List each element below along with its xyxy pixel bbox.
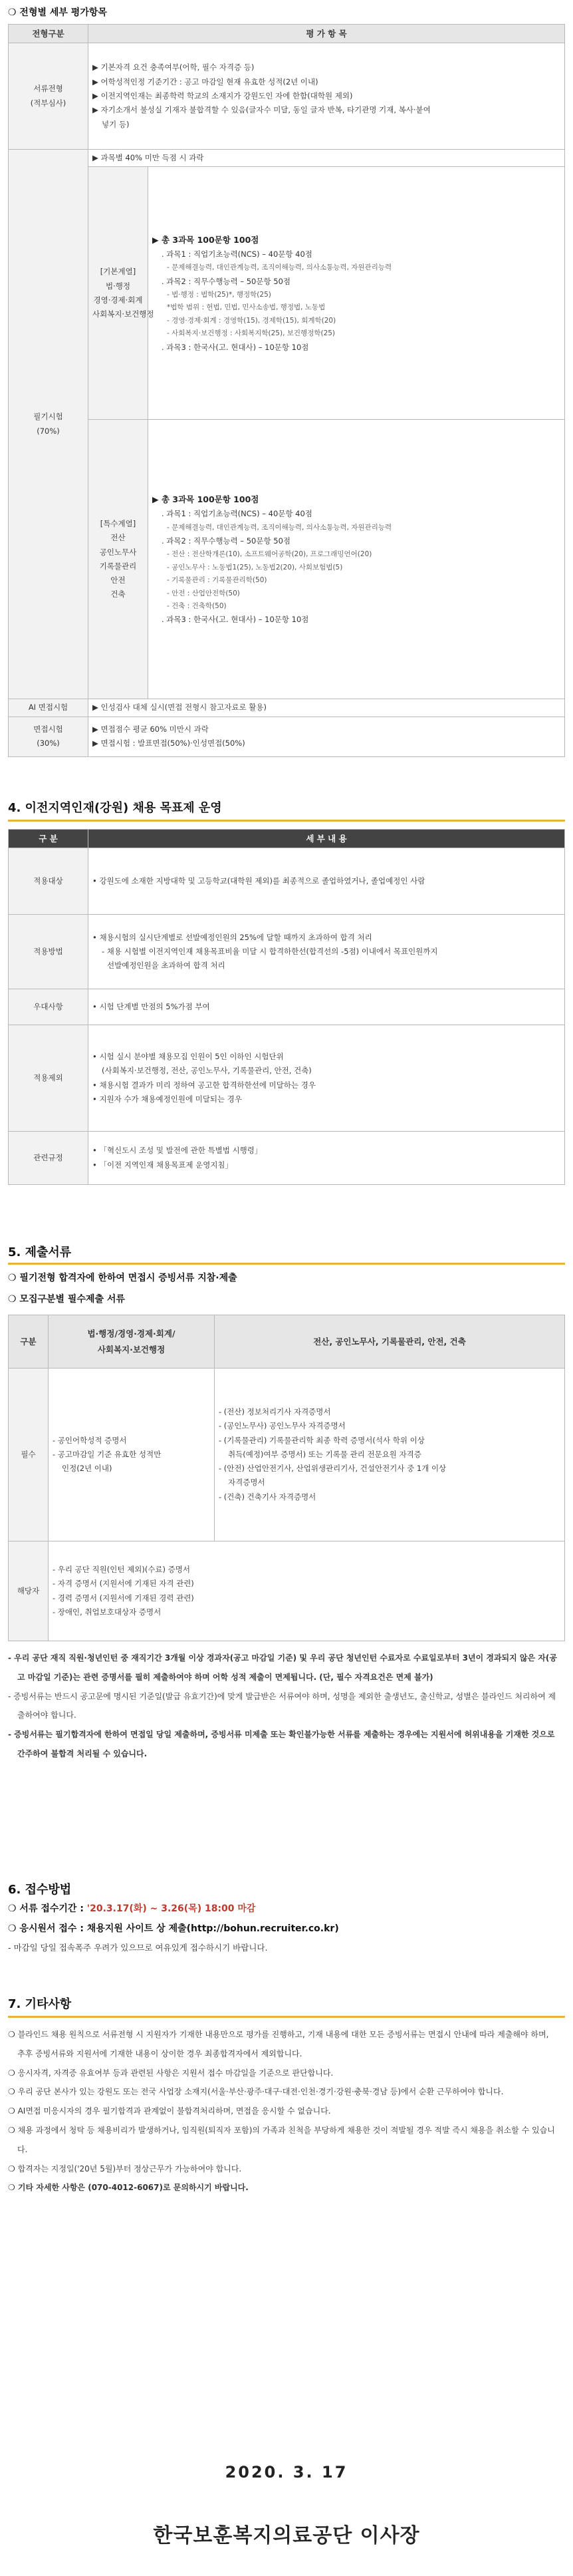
regional-row-content: • 시험 단계별 만점의 5%가점 부여 — [88, 989, 565, 1025]
docs-head-col3: 전산, 공인노무사, 기록물관리, 안전, 건축 — [215, 1315, 565, 1368]
list-item: ❍ AI면접 미응시자의 경우 필기합격과 관계없이 불합격처리하며, 면접을 응시할 수 없습니다. — [8, 2106, 331, 2116]
table-row — [9, 915, 565, 989]
docs-head-col2: 법·행정/경영·경제·회계/ 사회복지·보건행정 — [49, 1315, 215, 1368]
required-docs-table — [8, 1315, 565, 1641]
eval-written-top: ▶ 과목별 40% 미만 득점 시 과락 — [88, 150, 565, 167]
notice-date: 2020. 3. 17 — [225, 2463, 348, 2482]
docs-subtitle-1: ❍ 필기전형 합격자에 한하여 면접시 증빙서류 지참·제출 — [8, 1273, 237, 1283]
apply-note: - 마감일 당일 접속폭주 우려가 있으므로 여유있게 접수하시기 바랍니다. — [8, 1943, 268, 1953]
eval-interview-content: ▶ 면접점수 평균 60% 미만시 과락 ▶ 면접시험 : 발표면접(50%)·인성면접(50%) — [88, 717, 565, 756]
apply-period: ❍ 서류 접수기간 : '20.3.17(화) ~ 3.26(목) 18:00 마감 — [8, 1903, 256, 1914]
table-row — [9, 150, 565, 167]
eval-ai-content: ▶ 인성검사 대체 실시(면접 전형시 참고자료로 활용) — [88, 699, 565, 717]
list-item: ❍ 채용 과정에서 청탁 등 채용비리가 발생하거나, 임직원(퇴직자 포함)의 가족과 친척을 부당하게 채용한 것이 적발될 경우 적발 즉시 채용을 취소할 수 있습니다. — [8, 2125, 555, 2154]
section-5-title: 5. 제출서류 — [8, 1245, 72, 1259]
section-5-divider — [8, 1263, 565, 1265]
eval-ai-label: AI 면접시험 — [9, 699, 88, 717]
regional-row-label: 우대사항 — [9, 989, 88, 1025]
regional-row-label: 관련규정 — [9, 1132, 88, 1185]
docs-required-label: 필수 — [9, 1368, 49, 1541]
section-4-title: 4. 이전지역인재(강원) 채용 목표제 운영 — [8, 801, 222, 815]
list-item: ❍ 블라인드 채용 원칙으로 서류전형 시 지원자가 기재한 내용만으로 평가를 진행하고, 기재 내용에 대한 모든 증빙서류는 면접시 안내에 따라 제출해야 하며, 추후 증빙서류와 지원서에 기재한 내용이 상이한 경우 최종합격자에서 제외합니다. — [8, 2030, 549, 2058]
docs-optional-content: - 우리 공단 직원(인턴 제외)(수료) 증명서 - 자격 증명서 (지원서에 기재된 자격 관련) - 경력 증명서 (지원서에 기재된 경력 관련) - 장애인, 취업보호대상자 증명서 — [49, 1541, 565, 1641]
regional-talent-table — [8, 829, 565, 1185]
eval-written-cat-special: [특수계열] 전산 공인노무사 기록물관리 안전 건축 — [88, 420, 148, 699]
section-7-title: 7. 기타사항 — [8, 1997, 72, 2011]
regional-row-content: • 시험 실시 분야별 채용모집 인원이 5인 이하인 시험단위 (사회복지·보건행정, 전산, 공인노무사, 기록물관리, 안전, 건축) • 채용시험 결과가 미리 정하여 공고한 합격하한선에 미달하는 경우 • 지원자 수가 채용예정인원에 미달되는 경우 — [88, 1025, 565, 1132]
list-item: ❍ 합격자는 지정일('20년 5월)부터 정상근무가 가능하여야 합니다. — [8, 2164, 242, 2174]
docs-note: - 증빙서류는 필기합격자에 한하여 면접일 당일 제출하며, 증빙서류 미제출 또는 확인불가능한 서류를 제출하는 경우에는 지원서에 허위내용을 기재한 것으로 간주하여 불합격 처리될 수 있습니다. — [8, 1730, 555, 1758]
table-row — [9, 989, 565, 1025]
eval-doc-label: 서류전형 (적부심사) — [9, 43, 88, 150]
table-row — [9, 1132, 565, 1185]
list-item: ❍ 기타 자세한 사항은 (070-4012-6067)로 문의하시기 바랍니다. — [8, 2183, 249, 2193]
table-row — [9, 848, 565, 915]
table-row — [9, 717, 565, 756]
regional-row-label: 적용제외 — [9, 1025, 88, 1132]
regional-row-label: 적용방법 — [9, 915, 88, 989]
docs-note: - 우리 공단 재직 직원·청년인턴 중 재직기간 3개월 이상 경과자(공고 마감일 기준) 및 우리 공단 청년인턴 수료자로 수료일로부터 3년이 경과되지 않은 자(공고 마감일 기준)는 관련 증명서를 필히 제출하여야 하며 어학 성적 제출이 면제됩니다. (단, 필수 자격요건은 면제 불가) — [8, 1653, 557, 1682]
eval-written-cat-basic: [기본계열] 법·행정 경영·경제·회계 사회복지·보건행정 — [88, 167, 148, 420]
eval-head-col1: 전형구분 — [9, 25, 88, 43]
eval-head-col2: 평 가 항 목 — [88, 25, 565, 43]
docs-optional-label: 해당자 — [9, 1541, 49, 1641]
regional-head-col2: 세 부 내 용 — [88, 830, 565, 848]
docs-required-left: - 공인어학성적 증명서 - 공고마감일 기준 유효한 성적만 인정(2년 이내) — [49, 1368, 215, 1541]
eval-written-special-content: ▶ 총 3과목 100문항 100점 . 과목1 : 직업기초능력(NCS) – 40문항 40점 - 문제해결능력, 대인관계능력, 조직이해능력, 의사소통능력, 자원관리능력 . 과목2 : 직무수행능력 – 50문항 50점 - 전산 : 전산학개론(10), 소프트웨어공학(20), 프로그래밍언어(20) - 공인노무사 : 노동법1(25), 노동법2(20), 사회보험법(5) - 기록물관리 : 기록물관리학(50) - 안전 : 산업안전학(50) - 건축 : 건축학(50) . 과목3 : 한국사(고. 현대사) – 10문항 10점 — [148, 420, 565, 699]
table-row — [9, 43, 565, 150]
eval-interview-label: 면접시험 (30%) — [9, 717, 88, 756]
section-4-divider — [8, 820, 565, 822]
regional-row-content: • 강원도에 소재한 지방대학 및 고등학교(대학원 제외)를 최종적으로 졸업하였거나, 졸업예정인 사람 — [88, 848, 565, 915]
eval-doc-content: ▶ 기본자격 요건 충족여부(어학, 필수 자격증 등) ▶ 어학성적인정 기준기간 : 공고 마감일 현재 유효한 성적(2년 이내) ▶ 이전지역인재는 최종학력 학교의 소재지가 강원도인 자에 한함(대학원 제외) ▶ 자기소개서 불성실 기재자 불합격할 수 있음(글자수 미달, 동일 글자 반복, 타기관명 기재, 복사·붙여 넣기 등) — [88, 43, 565, 150]
list-item: ❍ 응시자격, 자격증 유효여부 등과 관련된 사항은 지원서 접수 마감일을 기준으로 판단합니다. — [8, 2068, 334, 2078]
table-row — [9, 1368, 565, 1541]
table-row — [9, 1025, 565, 1132]
regional-row-content: • 「혁신도시 조성 및 발전에 관한 특별법 시행령」 • 「이전 지역인재 채용목표제 운영지침」 — [88, 1132, 565, 1185]
regional-row-content: • 채용시험의 실시단계별로 선발예정인원의 25%에 달할 때까지 초과하여 합격 처리 - 채용 시험별 이전지역인재 채용목표비율 미달 시 합격하한선(합격선의 -5점) 이내에서 목표인원까지 선발예정인원을 초과하여 합격 처리 — [88, 915, 565, 989]
issuer-name: 한국보훈복지의료공단 이사장 — [153, 2524, 420, 2547]
eval-table — [8, 24, 565, 757]
docs-head-col1: 구분 — [9, 1315, 49, 1368]
docs-notes — [8, 1649, 557, 1764]
regional-head-col1: 구 분 — [9, 830, 88, 848]
docs-note: - 증빙서류는 반드시 공고문에 명시된 기준일(발급 유효기간)에 맞게 발급받은 서류여야 하며, 성명을 제외한 출생년도, 출신학교, 성별은 블라인드 처리하여 제출하여야 합니다. — [8, 1691, 556, 1720]
eval-written-basic-content: ▶ 총 3과목 100문항 100점 . 과목1 : 직업기초능력(NCS) – 40문항 40점 - 문제해결능력, 대인관계능력, 조직이해능력, 의사소통능력, 자원관리능력 . 과목2 : 직무수행능력 – 50문항 50점 - 법·행정 : 법학(25)*, 행정학(25) *법학 범위 : 헌법, 민법, 민사소송법, 행정법, 노동법 - 경영·경제·회계 : 경영학(15), 경제학(15), 회계학(20) - 사회복지·보건행정 : 사회복지학(25), 보건행정학(25) . 과목3 : 한국사(고. 현대사) – 10문항 10점 — [148, 167, 565, 420]
docs-required-right: - (전산) 정보처리기사 자격증명서 - (공인노무사) 공인노무사 자격증명서 - (기록물관리) 기록물관리학 최종 학력 증명서(석사 학위 이상 취득(예정)여부 증명서) 또는 기록물 관리 전문요원 자격증 - (안전) 산업안전기사, 산업위생관리기사, 건설안전기사 중 1개 이상 자격증명서 - (건축) 건축기사 자격증명서 — [215, 1368, 565, 1541]
table-row — [9, 167, 565, 420]
section-6-title: 6. 접수방법 — [8, 1883, 72, 1897]
apply-site: ❍ 응시원서 접수 : 채용지원 사이트 상 제출(http://bohun.recruiter.co.kr) — [8, 1923, 339, 1934]
docs-subtitle-2: ❍ 모집구분별 필수제출 서류 — [8, 1294, 125, 1305]
eval-written-label: 필기시험 (70%) — [9, 150, 88, 699]
table-row — [9, 420, 565, 699]
table-row — [9, 1541, 565, 1641]
eval-subtitle: ❍ 전형별 세부 평가항목 — [8, 7, 107, 18]
misc-list — [8, 2025, 557, 2197]
table-row — [9, 699, 565, 717]
regional-row-label: 적용대상 — [9, 848, 88, 915]
section-7-divider — [8, 2016, 565, 2018]
list-item: ❍ 우리 공단 본사가 있는 강원도 또는 전국 사업장 소재지(서울·부산·광주·대구·대전·인천·경기·강원·충북·경남 등)에서 순환 근무하여야 합니다. — [8, 2087, 504, 2097]
